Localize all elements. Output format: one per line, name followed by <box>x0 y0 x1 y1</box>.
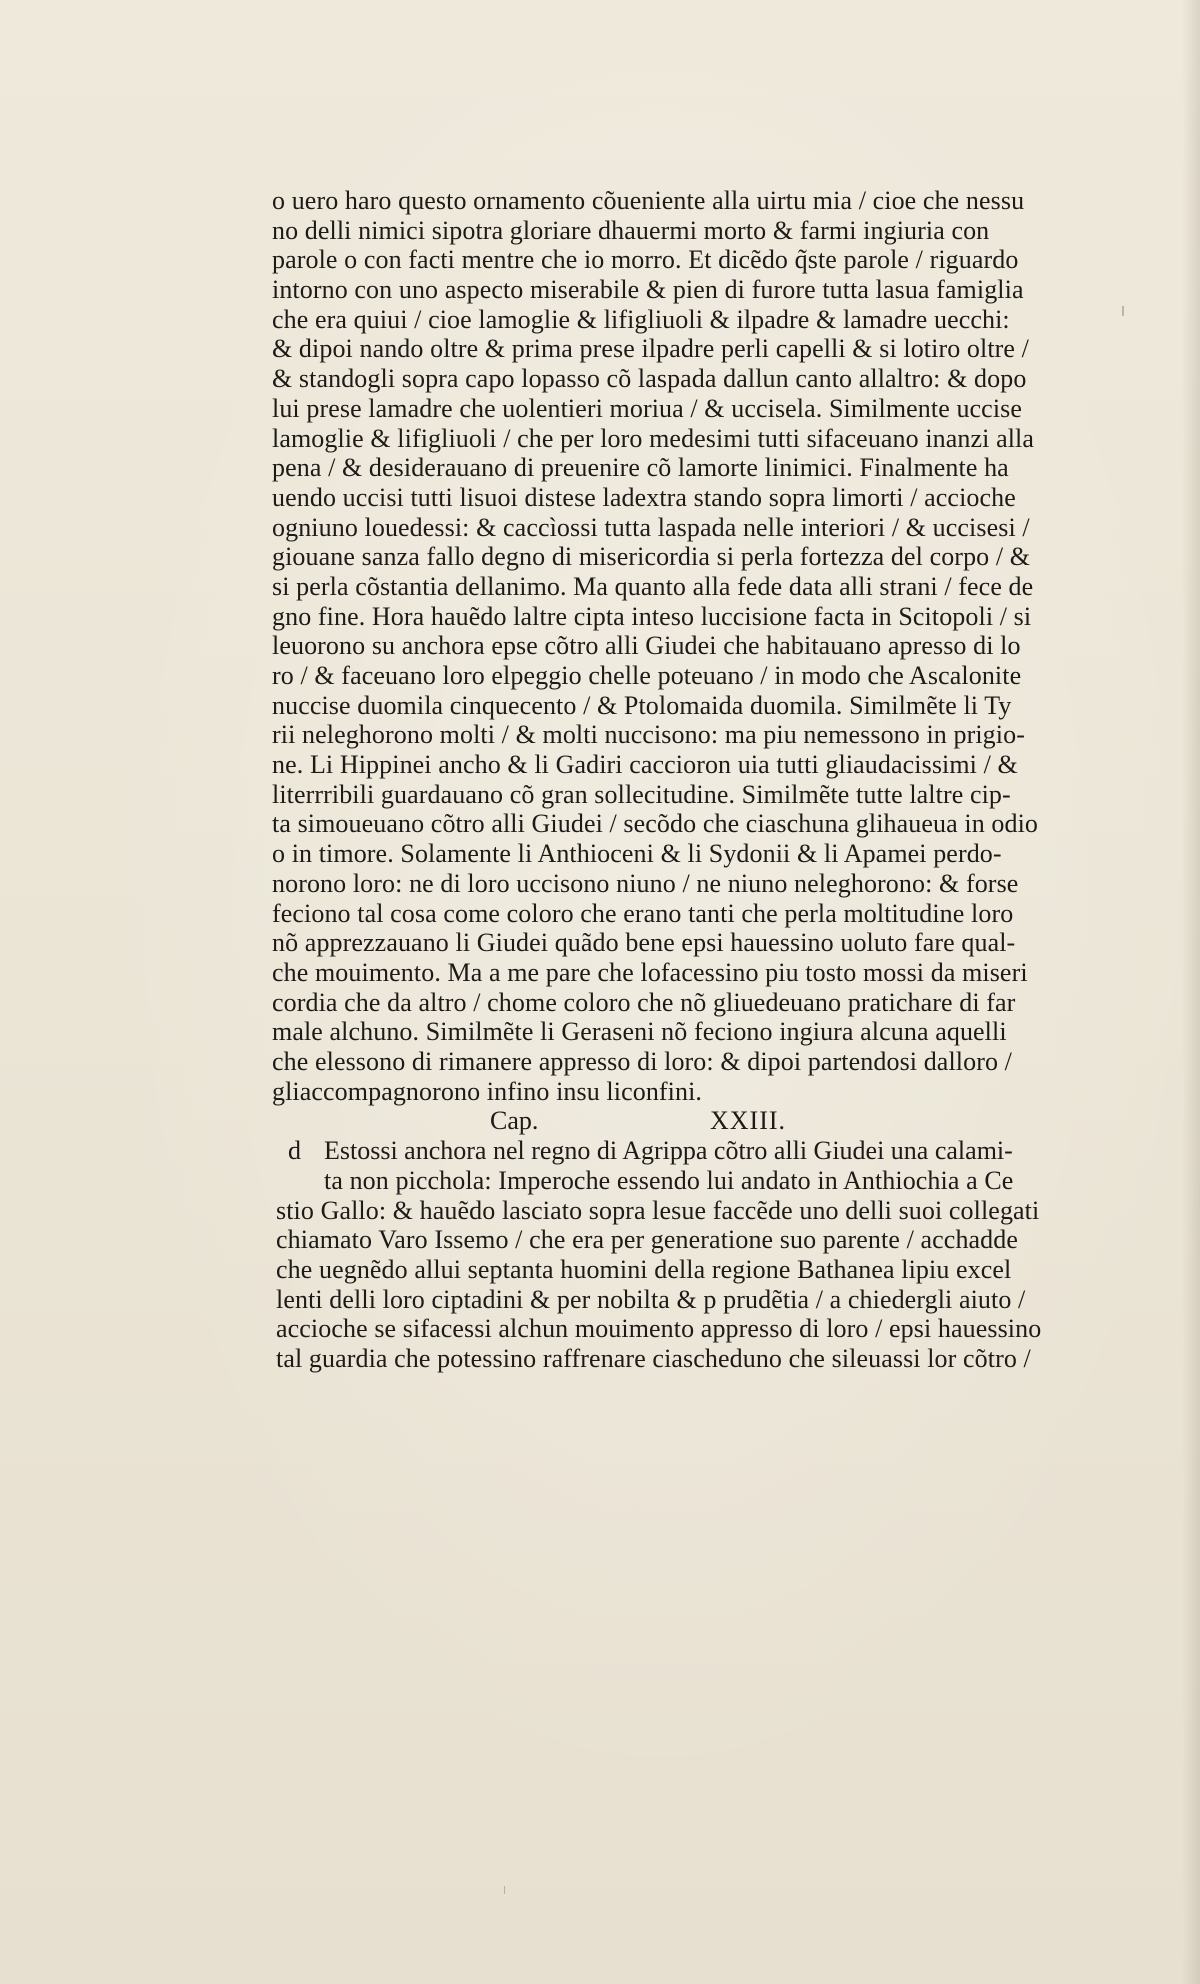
text-line: lui prese lamadre che uolentieri moriua / & uccisela. Similmente uccise <box>272 393 1023 423</box>
text-line: gno fine. Hora hauẽdo laltre cipta inteso luccisione facta in Scitopoli / si <box>272 601 1032 631</box>
text-line: male alchuno. Similmẽte li Geraseni nõ feciono ingiura alcuna aquelli <box>272 1017 1007 1047</box>
text-line: norono loro: ne di loro uccisono niuno / ne niuno neleghorono: & forse <box>272 868 1019 898</box>
text-line: che era quiui / cioe lamoglie & lifigliuoli & ilpadre & lamadre uecchi: <box>272 304 1010 334</box>
text-line: intorno con uno aspecto miserabile & pien di furore tutta lasua famiglia <box>272 275 1024 305</box>
text-line: giouane sanza fallo degno di misericordia si perla fortezza del corpo / & <box>272 542 1031 572</box>
text-line: tal guardia che potessino raffrenare ciascheduno che sileuassi lor cõtro / <box>276 1344 1031 1374</box>
text-line: nõ apprezzauano li Giudei quãdo bene epsi hauessino uoluto fare qual- <box>272 928 1016 958</box>
text-line: feciono tal cosa come coloro che erano tanti che perla moltitudine loro <box>272 898 1014 928</box>
text-line: stio Gallo: & hauẽdo lasciato sopra lesue faccẽde uno delli suoi collegati <box>276 1195 1040 1225</box>
chapter-number: XXIII. <box>710 1106 787 1136</box>
text-line: lamoglie & lifigliuoli / che per loro medesimi tutti sifaceuano inanzi alla <box>272 423 1035 453</box>
guide-letter: d <box>288 1136 301 1166</box>
text-line: ta simoueuano cõtro alli Giudei / secõdo che ciaschuna glihaueua in odio <box>272 809 1039 839</box>
text-line: rii neleghorono molti / & molti nuccisono: ma piu nemessono in prigio- <box>272 720 1025 750</box>
text-line: accioche se sifacessi alchun mouimento appresso di loro / epsi hauessino <box>276 1314 1042 1344</box>
text-line: & dipoi nando oltre & prima prese ilpadre perli capelli & si lotiro oltre / <box>272 334 1029 364</box>
body-text <box>272 186 1152 1374</box>
text-line: che elessono di rimanere appresso di loro: & dipoi partendosi dalloro / <box>272 1046 1012 1076</box>
text-line: uendo uccisi tutti lisuoi distese ladextra stando sopra limorti / accioche <box>272 482 1016 512</box>
text-line: che mouimento. Ma a me pare che lofacessino piu tosto mossi da miseri <box>272 957 1028 987</box>
text-line: no delli nimici sipotra gloriare dhauermi morto & farmi ingiuria con <box>272 215 990 245</box>
chapter-heading <box>272 1106 1152 1136</box>
text-line: o uero haro questo ornamento cõueniente alla uirtu mia / cioe che nessu <box>272 186 1025 215</box>
chapter-first-line-text: Estossi anchora nel regno di Agrippa cõtro alli Giudei una calami- <box>324 1136 1013 1166</box>
page-edge-shadow <box>1182 0 1200 1984</box>
paragraph-before-chapter <box>272 186 1152 1106</box>
text-line: ro / & faceuano loro elpeggio chelle poteuano / in modo che Ascalonite <box>272 661 1022 690</box>
text-line: chiamato Varo Issemo / che era per generatione suo parente / acchadde <box>276 1225 1019 1255</box>
text-line: & standogli sopra capo lopasso cõ laspada dallun canto allaltro: & dopo <box>272 364 1027 394</box>
text-line: parole o con facti mentre che io morro. Et dicẽdo q̃ste parole / riguardo <box>272 245 1019 275</box>
text-line: leuorono su anchora epse cõtro alli Giudei che habitauano apresso di lo <box>272 631 1021 661</box>
chapter-first-line <box>272 1136 1152 1166</box>
text-line: nuccise duomila cinquecento / & Ptolomaida duomila. Similmẽte li Ty <box>272 690 1012 720</box>
paragraph-after-chapter <box>272 1166 1152 1374</box>
text-line: si perla cõstantia dellanimo. Ma quanto alla fede data alli strani / fece de <box>272 571 1034 601</box>
text-line: lenti delli loro ciptadini & per nobilta & p prudẽtia / a chiedergli aiuto / <box>276 1284 1026 1314</box>
text-line: cordia che da altro / chome coloro che nõ gliuedeuano pratichare di far <box>272 987 1016 1017</box>
text-line: che uegnẽdo allui septanta huomini della regione Bathanea lipiu excel <box>276 1255 1012 1285</box>
paper-speck <box>504 1886 505 1894</box>
text-line: ne. Li Hippinei ancho & li Gadiri caccioron uia tutti gliaudacissimi / & <box>272 750 1018 780</box>
text-line: literrribili guardauano cõ gran sollecitudine. Similmẽte tutte laltre cip- <box>272 779 1011 809</box>
text-line: ta non picchola: Imperoche essendo lui andato in Anthiochia a Ce <box>324 1166 1014 1195</box>
text-line: o in timore. Solamente li Anthioceni & li Sydonii & li Apamei perdo- <box>272 839 1002 869</box>
chapter-cap-label: Cap. <box>490 1106 539 1136</box>
text-line: gliaccompagnorono infino insu liconfini. <box>272 1076 703 1106</box>
text-line: pena / & desiderauano di preuenire cõ lamorte linimici. Finalmente ha <box>272 453 1009 483</box>
text-line: ogniuno louedessi: & caccìossi tutta laspada nelle interiori / & uccisesi / <box>272 512 1030 542</box>
